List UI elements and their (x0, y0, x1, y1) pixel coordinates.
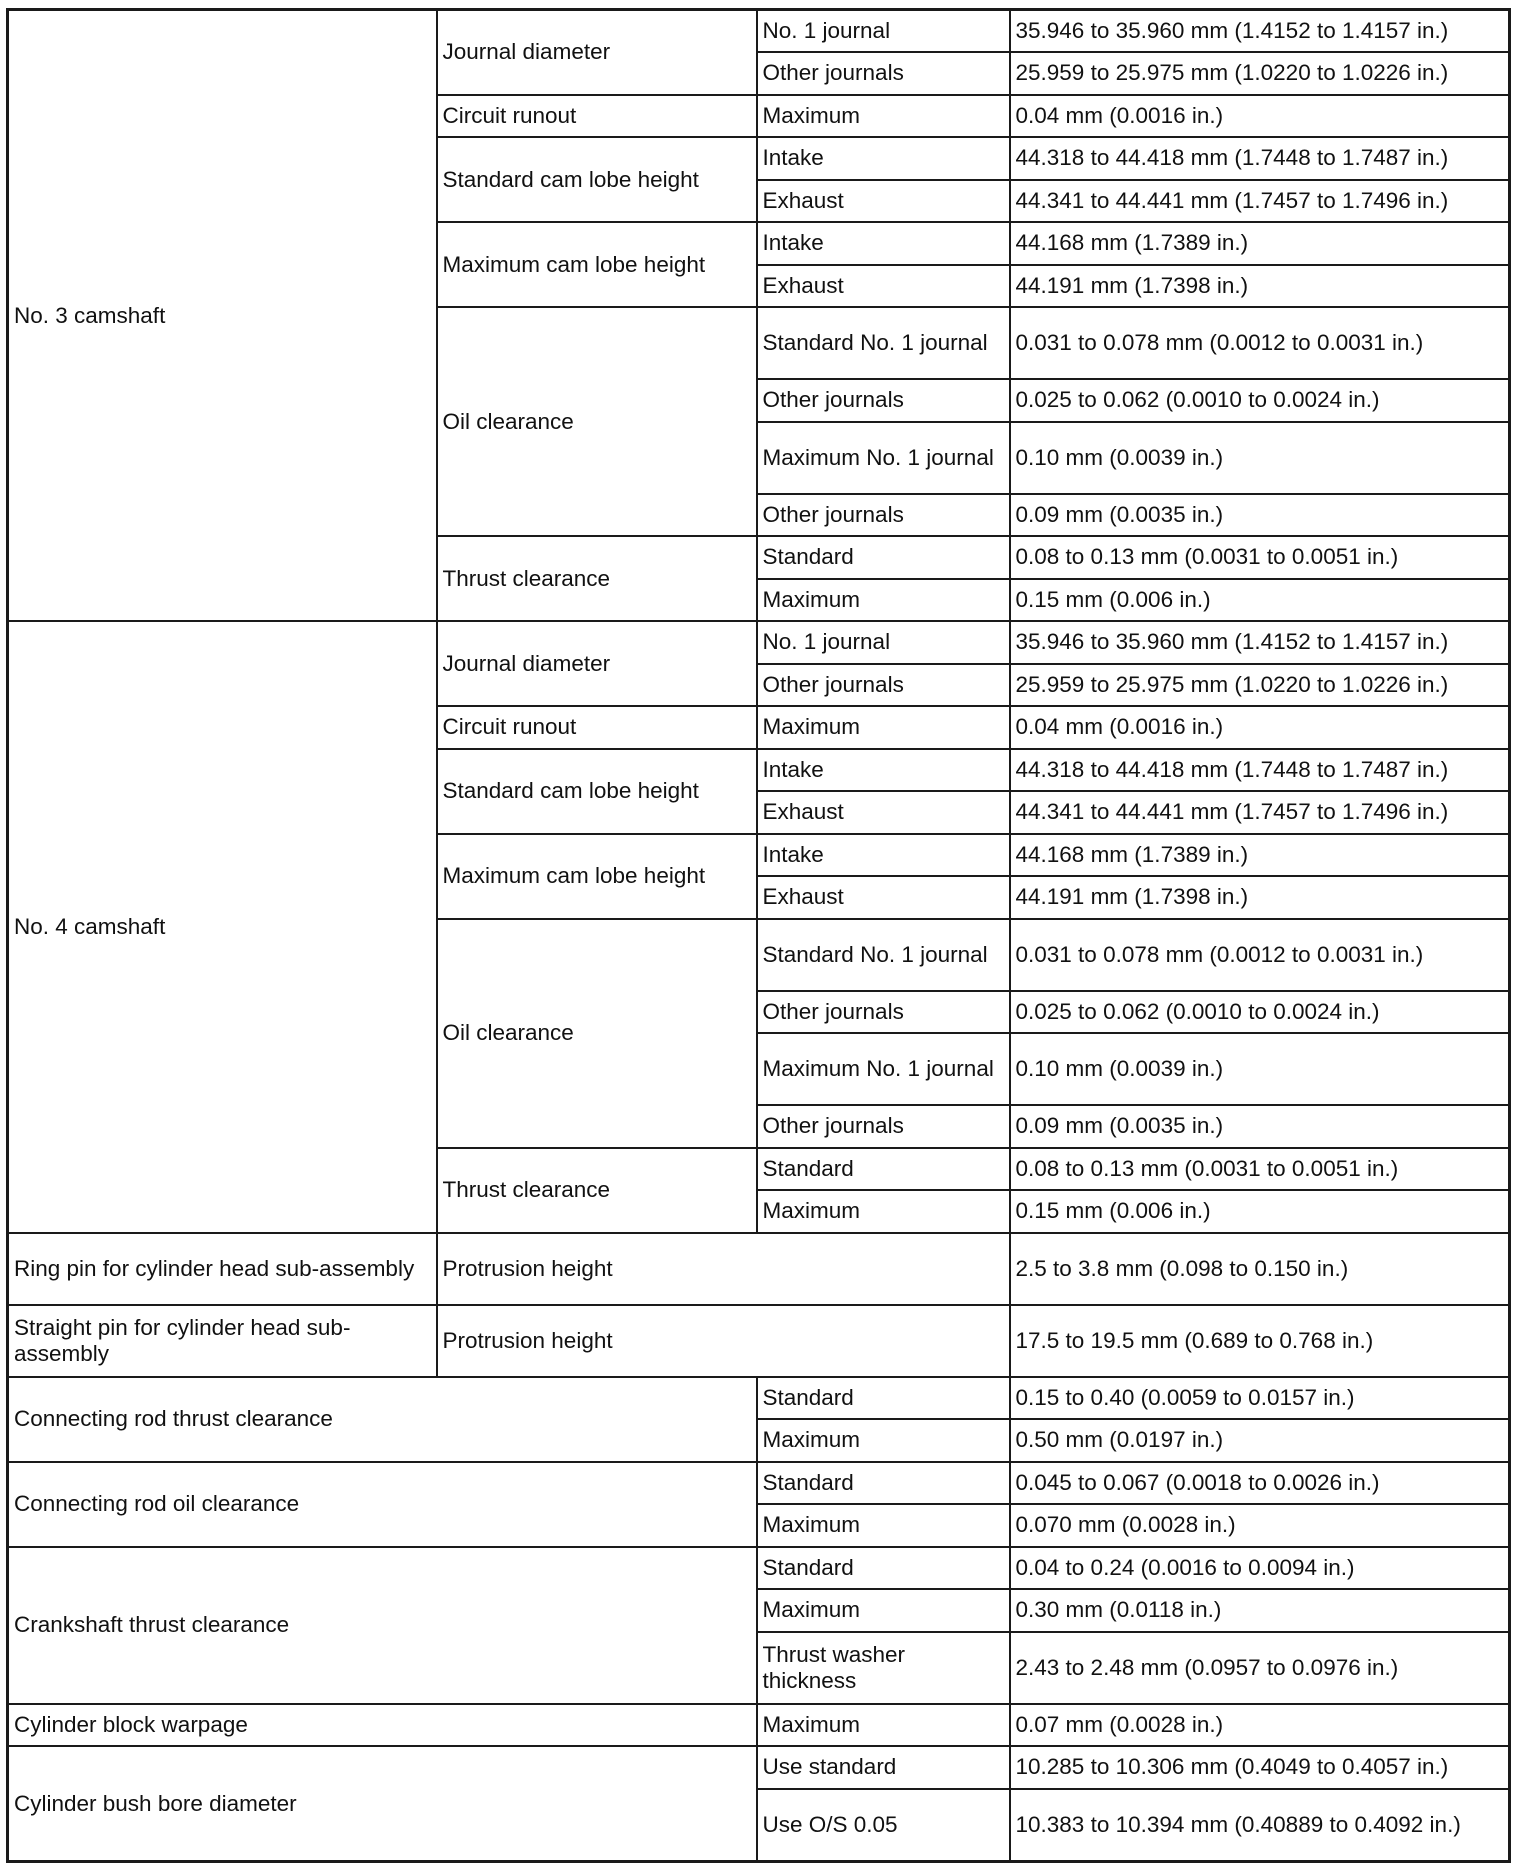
standard-lobe-label: Standard cam lobe height (437, 749, 757, 834)
condition-cell: No. 1 journal (757, 621, 1010, 664)
value-cell: 0.08 to 0.13 mm (0.0031 to 0.0051 in.) (1010, 536, 1510, 579)
condition-cell: Maximum (757, 1589, 1010, 1632)
value-cell: 44.191 mm (1.7398 in.) (1010, 876, 1510, 919)
value-cell: 35.946 to 35.960 mm (1.4152 to 1.4157 in.) (1010, 621, 1510, 664)
thrust-clearance-label: Thrust clearance (437, 536, 757, 621)
condition-cell: Maximum (757, 579, 1010, 622)
bush-bore-label: Cylinder bush bore diameter (8, 1746, 757, 1862)
value-cell: 10.285 to 10.306 mm (0.4049 to 0.4057 in.) (1010, 1746, 1510, 1789)
value-cell: 0.15 mm (0.006 in.) (1010, 1190, 1510, 1233)
circuit-runout-label: Circuit runout (437, 706, 757, 749)
oil-clearance-label: Oil clearance (437, 919, 757, 1148)
condition-cell: Maximum (757, 1419, 1010, 1462)
value-cell: 0.04 mm (0.0016 in.) (1010, 95, 1510, 138)
value-cell: 25.959 to 25.975 mm (1.0220 to 1.0226 in.) (1010, 664, 1510, 707)
specification-table (6, 8, 1511, 1863)
value-cell: 44.341 to 44.441 mm (1.7457 to 1.7496 in.) (1010, 180, 1510, 223)
value-cell: 17.5 to 19.5 mm (0.689 to 0.768 in.) (1010, 1305, 1510, 1377)
value-cell: 44.318 to 44.418 mm (1.7448 to 1.7487 in.) (1010, 137, 1510, 180)
value-cell: 0.08 to 0.13 mm (0.0031 to 0.0051 in.) (1010, 1148, 1510, 1191)
thrust-clearance-label: Thrust clearance (437, 1148, 757, 1233)
value-cell: 0.025 to 0.062 (0.0010 to 0.0024 in.) (1010, 991, 1510, 1034)
condition-cell: Other journals (757, 664, 1010, 707)
value-cell: 0.50 mm (0.0197 in.) (1010, 1419, 1510, 1462)
maximum-lobe-label: Maximum cam lobe height (437, 834, 757, 919)
condition-cell: Exhaust (757, 180, 1010, 223)
value-cell: 0.045 to 0.067 (0.0018 to 0.0026 in.) (1010, 1462, 1510, 1505)
condition-cell: Maximum (757, 1704, 1010, 1747)
value-cell: 0.07 mm (0.0028 in.) (1010, 1704, 1510, 1747)
condition-cell: Other journals (757, 991, 1010, 1034)
value-cell: 44.341 to 44.441 mm (1.7457 to 1.7496 in.) (1010, 791, 1510, 834)
value-cell: 0.10 mm (0.0039 in.) (1010, 422, 1510, 494)
value-cell: 0.30 mm (0.0118 in.) (1010, 1589, 1510, 1632)
condition-cell: Maximum (757, 706, 1010, 749)
protrusion-height-label: Protrusion height (437, 1233, 1010, 1305)
conrod-thrust-label: Connecting rod thrust clearance (8, 1377, 757, 1462)
maximum-lobe-label: Maximum cam lobe height (437, 222, 757, 307)
block-warpage-label: Cylinder block warpage (8, 1704, 757, 1747)
value-cell: 0.04 mm (0.0016 in.) (1010, 706, 1510, 749)
condition-cell: Standard (757, 1148, 1010, 1191)
condition-cell: Standard (757, 1462, 1010, 1505)
conrod-oil-label: Connecting rod oil clearance (8, 1462, 757, 1547)
value-cell: 0.031 to 0.078 mm (0.0012 to 0.0031 in.) (1010, 919, 1510, 991)
condition-cell: Exhaust (757, 265, 1010, 308)
condition-cell: Use O/S 0.05 (757, 1789, 1010, 1862)
condition-cell: No. 1 journal (757, 10, 1010, 53)
value-cell: 35.946 to 35.960 mm (1.4152 to 1.4157 in.) (1010, 10, 1510, 53)
condition-cell: Other journals (757, 1105, 1010, 1148)
standard-lobe-label: Standard cam lobe height (437, 137, 757, 222)
value-cell: 44.168 mm (1.7389 in.) (1010, 222, 1510, 265)
condition-cell: Exhaust (757, 791, 1010, 834)
camshaft-4-label: No. 4 camshaft (8, 621, 437, 1233)
condition-cell: Intake (757, 222, 1010, 265)
camshaft-3-label: No. 3 camshaft (8, 10, 437, 622)
value-cell: 0.09 mm (0.0035 in.) (1010, 1105, 1510, 1148)
protrusion-height-label: Protrusion height (437, 1305, 1010, 1377)
value-cell: 0.070 mm (0.0028 in.) (1010, 1504, 1510, 1547)
value-cell: 0.04 to 0.24 (0.0016 to 0.0094 in.) (1010, 1547, 1510, 1590)
value-cell: 44.168 mm (1.7389 in.) (1010, 834, 1510, 877)
condition-cell: Standard (757, 1547, 1010, 1590)
ring-pin-label: Ring pin for cylinder head sub-assembly (8, 1233, 437, 1305)
value-cell: 0.15 mm (0.006 in.) (1010, 579, 1510, 622)
oil-clearance-label: Oil clearance (437, 307, 757, 536)
condition-cell: Intake (757, 834, 1010, 877)
value-cell: 2.5 to 3.8 mm (0.098 to 0.150 in.) (1010, 1233, 1510, 1305)
condition-cell: Intake (757, 749, 1010, 792)
journal-diameter-label: Journal diameter (437, 621, 757, 706)
value-cell: 10.383 to 10.394 mm (0.40889 to 0.4092 in.) (1010, 1789, 1510, 1862)
condition-cell: Other journals (757, 379, 1010, 422)
condition-cell: Standard (757, 536, 1010, 579)
straight-pin-label: Straight pin for cylinder head sub-assembly (8, 1305, 437, 1377)
value-cell: 0.10 mm (0.0039 in.) (1010, 1033, 1510, 1105)
value-cell: 0.15 to 0.40 (0.0059 to 0.0157 in.) (1010, 1377, 1510, 1420)
condition-cell: Standard (757, 1377, 1010, 1420)
condition-cell: Maximum (757, 95, 1010, 138)
condition-cell: Standard No. 1 journal (757, 919, 1010, 991)
journal-diameter-label: Journal diameter (437, 10, 757, 95)
value-cell: 25.959 to 25.975 mm (1.0220 to 1.0226 in.) (1010, 52, 1510, 95)
value-cell: 0.025 to 0.062 (0.0010 to 0.0024 in.) (1010, 379, 1510, 422)
condition-cell: Thrust washer thickness (757, 1632, 1010, 1704)
condition-cell: Maximum No. 1 journal (757, 1033, 1010, 1105)
condition-cell: Other journals (757, 494, 1010, 537)
condition-cell: Other journals (757, 52, 1010, 95)
condition-cell: Use standard (757, 1746, 1010, 1789)
condition-cell: Standard No. 1 journal (757, 307, 1010, 379)
condition-cell: Maximum No. 1 journal (757, 422, 1010, 494)
value-cell: 0.09 mm (0.0035 in.) (1010, 494, 1510, 537)
value-cell: 44.191 mm (1.7398 in.) (1010, 265, 1510, 308)
condition-cell: Maximum (757, 1504, 1010, 1547)
value-cell: 0.031 to 0.078 mm (0.0012 to 0.0031 in.) (1010, 307, 1510, 379)
circuit-runout-label: Circuit runout (437, 95, 757, 138)
crank-thrust-label: Crankshaft thrust clearance (8, 1547, 757, 1704)
value-cell: 44.318 to 44.418 mm (1.7448 to 1.7487 in.) (1010, 749, 1510, 792)
condition-cell: Intake (757, 137, 1010, 180)
condition-cell: Exhaust (757, 876, 1010, 919)
value-cell: 2.43 to 2.48 mm (0.0957 to 0.0976 in.) (1010, 1632, 1510, 1704)
condition-cell: Maximum (757, 1190, 1010, 1233)
